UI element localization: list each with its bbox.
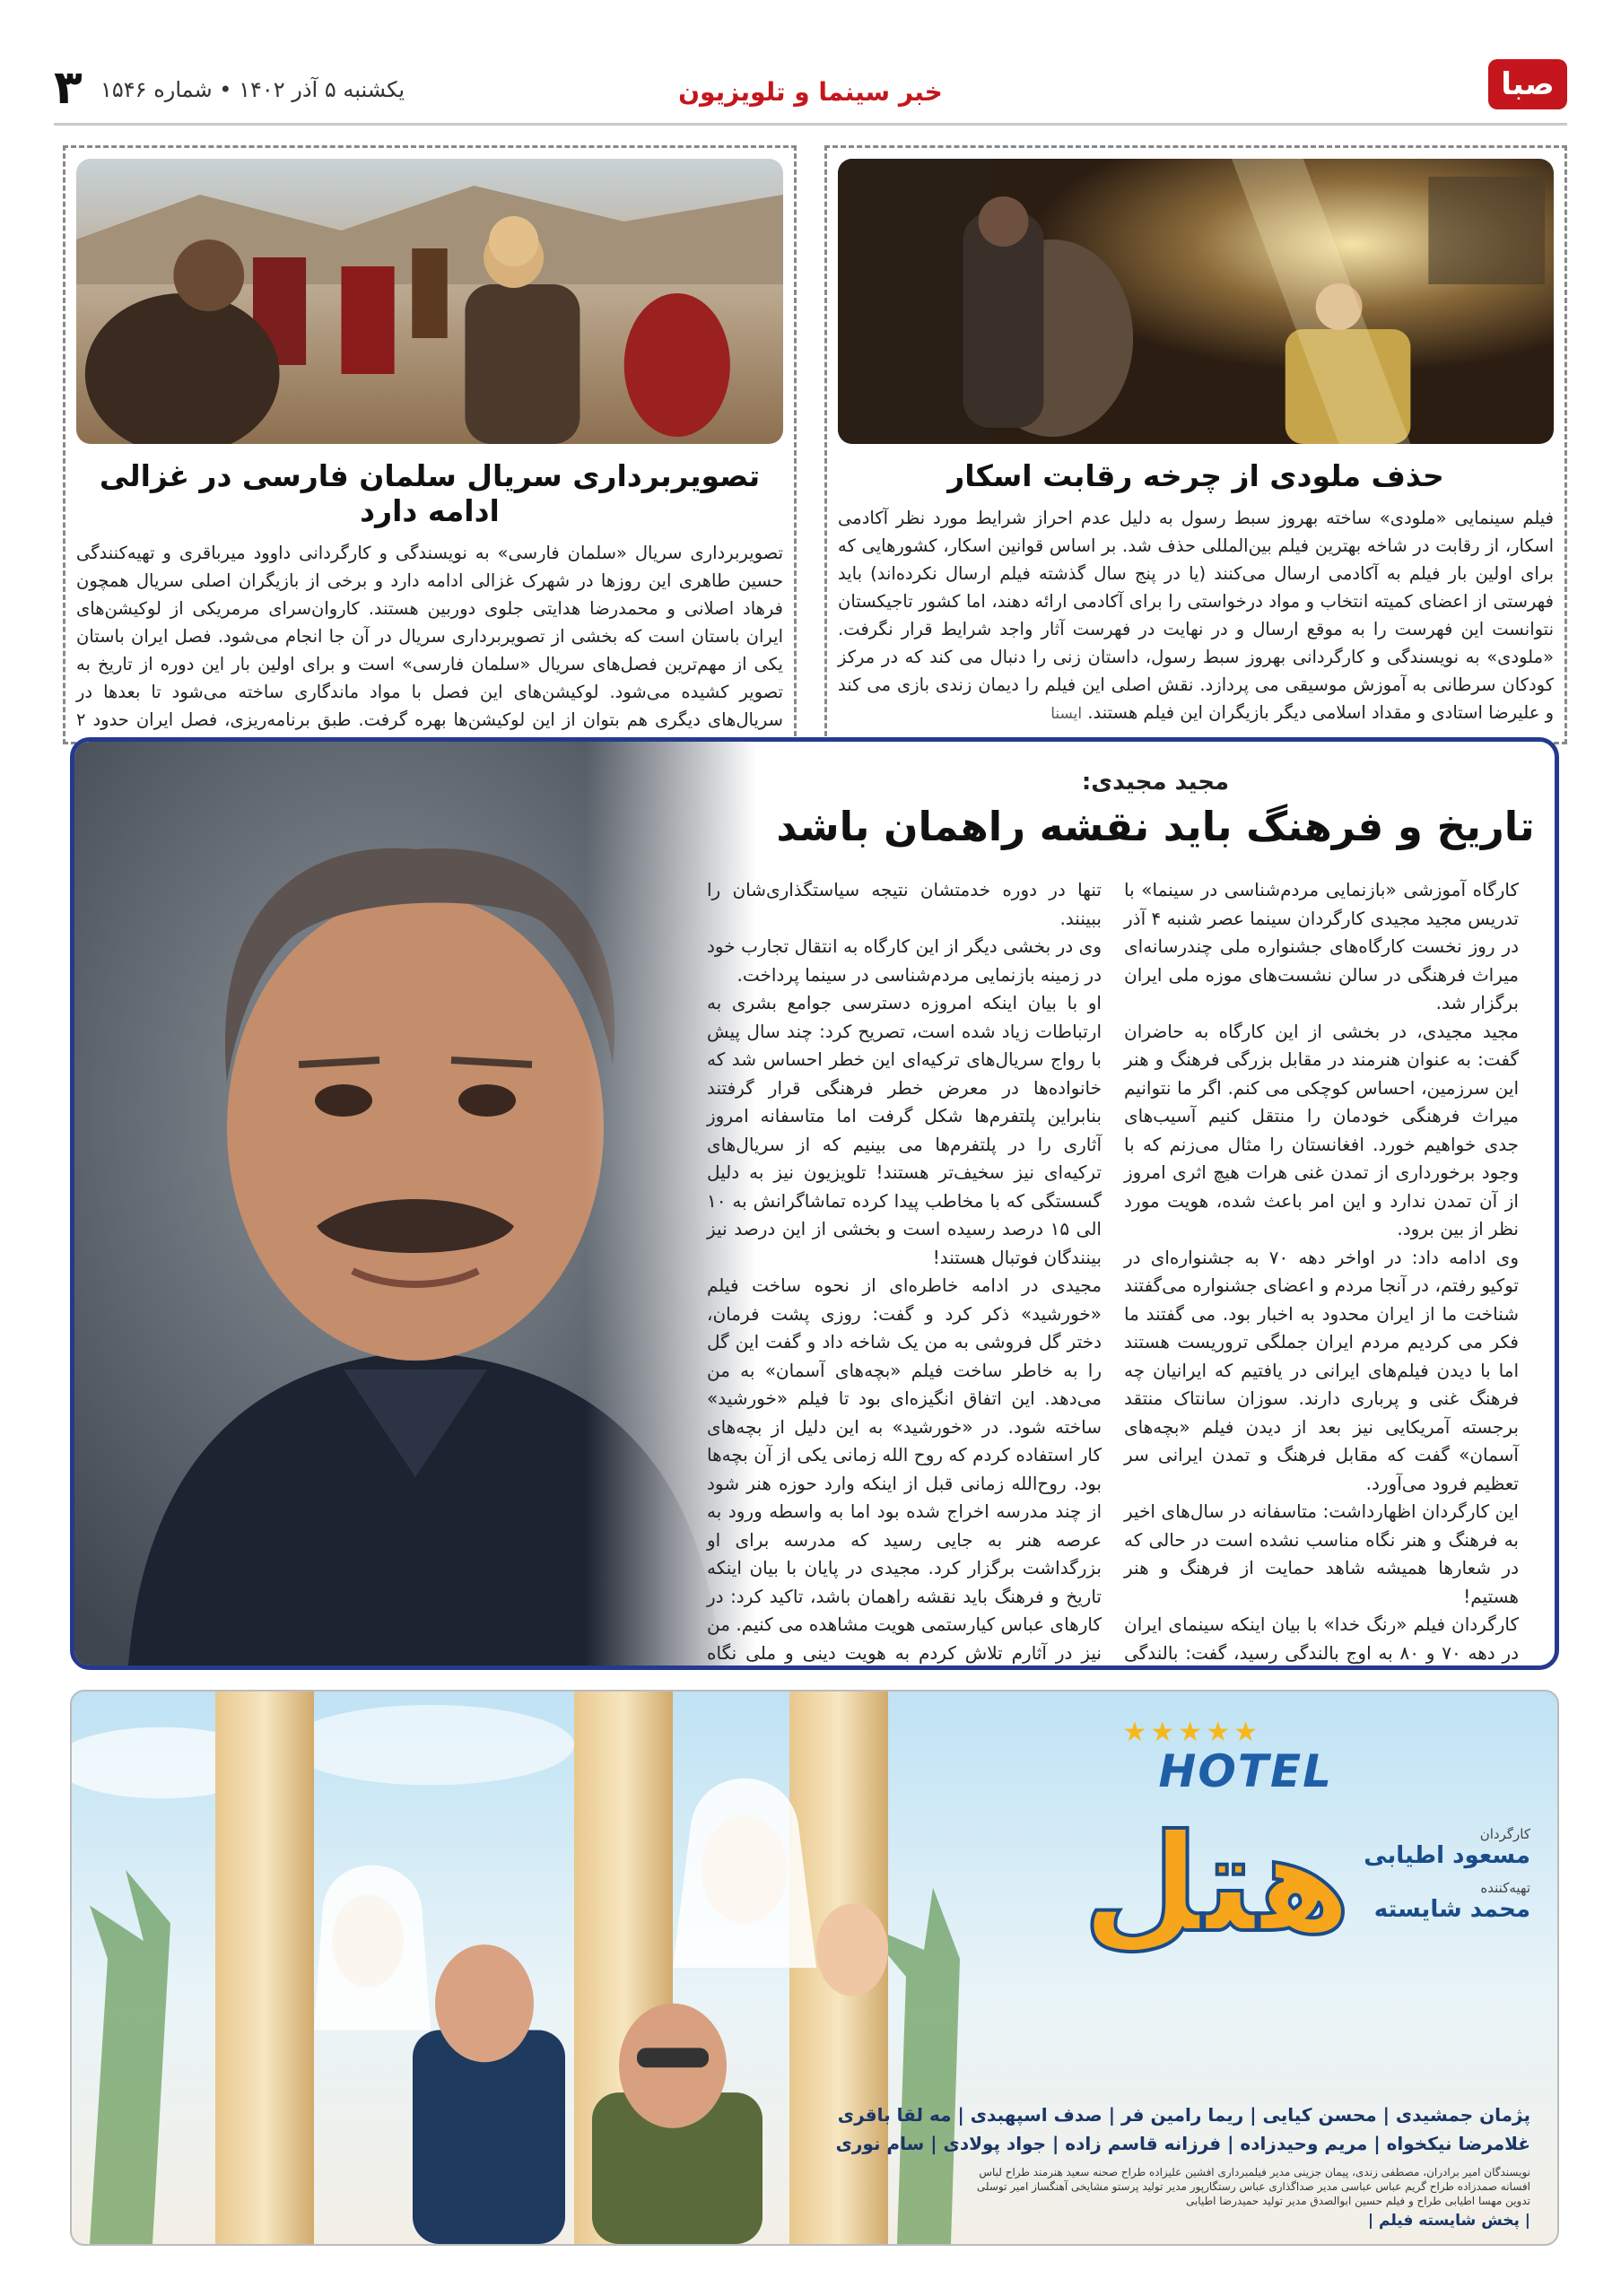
news-body: فیلم سینمایی «ملودی» ساخته بهروز سبط رسول به دلیل عدم احراز شرایط مورد نظر آکادمی اسکار، از رقابت در شاخه بهترین فیلم بین‌المللی حذف شد. بر اساس قوانین اسکار، کشورهایی که برای اولین بار فیلم به آکادمی ارسال می‌کنند (یا در پنج سال گذشته فیلم ارسال نکرده‌اند) باید فهرستی از اعضای کمیته انتخاب و مواد درخواستی را برای آکادمی ارائه دهند، اما کشور تاجیکستان نتوانست این فهرست را به موقع ارسال و در نهایت در فهرست آثار واجد شرایط قرار نگرفت. «ملودی» به نویسندگی و کارگردانی بهروز سبط رسول، داستان زنی را دنبال می کند که در مرکز کودکان سرطانی به آموزش موسیقی می پردازد. نقش اصلی این فیلم را دیمان زندی بازی می کند و علیرضا استادی و مقداد اسلامی دیگر بازیگران این فیلم هستند. ایسنا [838,508,1554,723]
crew-credits: نویسندگان امیر برادران، مصطفی زندی، پیمان جزینی مدیر فیلمبرداری افشین علیزاده طراح صحنه سعید هنرمند طراح لباس افسانه صمدزاده طراح گریم عباس عباسی مدیر صداگذاری عباس رستگارپور مدیر تولید پرستو مشایخی آهنگساز امیر توسلی تدوین مهسا اطیابی طراح و فیلم حسین ابوالصدق مدیر تولید حمیدرضا اطیابی [976,2166,1530,2207]
salman-photo [76,159,783,444]
producer-credit [1374,1880,1530,1923]
news-headline: حذف ملودی از چرخه رقابت اسکار [947,458,1444,493]
director-credit [1364,1826,1530,1869]
credit-name: محمد شایسته [1373,1896,1530,1923]
news-article-melody [824,145,1567,744]
cast-line-1: پژمان جمشیدی | محسن کیایی | ریما رامین فر | صدف اسپهبدی | مه لقا باقری [837,2104,1530,2126]
distributor: | پخش شایسته فیلم | [1367,2212,1530,2230]
rating-stars: ★★★★★ [1122,1717,1261,1748]
paragraph: کارگاه آموزشی «بازنمایی مردم‌شناسی در سینما» با تدریس مجید مجیدی کارگردان سینما عصر شنبه ۴ آذر در روز نخست کارگاه‌های جشنواره ملی چندرسانه‌ای میراث فرهنگی در سالن نشست‌های موزه ملی ایران برگزار شد. [1124,879,1519,1013]
hotel-movie-advertisement[interactable] [70,1690,1559,2246]
melody-photo [838,159,1554,444]
credit-role: تهیه‌کننده [1480,1880,1530,1896]
page-number: ۳ [54,61,83,115]
ad-title: هتل [1082,1806,1351,1962]
feature-overline: مجید مجیدی: [1081,769,1230,796]
page-header [54,54,1567,126]
feature-article-majidi [70,737,1559,1670]
section-title: خبر سینما و تلویزیون [678,77,943,107]
news-headline: تصویربرداری سریال سلمان فارسی در غزالی ادامه دارد [99,458,761,528]
paragraph: وی در بخشی دیگر از این کارگاه به انتقال تجارب خود در زمینه بازنمایی مردم‌شناسی در سینما پرداخت. [707,935,1102,986]
cast-line-2: غلامرضا نیکخواه | مریم وحیدزاده | فرزانه قاسم زاده | جواد پولادی | سام نوری [835,2133,1530,2154]
ad-latin-title: HOTEL [1158,1745,1333,1797]
news-article-salman [63,145,797,744]
credit-role: کارگردان [1479,1826,1530,1842]
majidi-portrait [74,742,756,1665]
hotel-poster-art [72,1692,969,2244]
paragraph: مجید مجیدی، در بخشی از این کارگاه به حاضران گفت: به عنوان هنرمند در مقابل بزرگی فرهنگ و هنر این سرزمین، احساس کوچکی می کنم. اگر ما نتوانیم میراث فرهنگی خودمان را منتقل کنیم آسیب‌های جدی خواهیم خورد. افغانستان را مثال می‌زنم که با وجود برخورداری از تمدن غنی هرات هیچ اثری امروز از آن تمدن ندارد و این امر باعث شده، هویت مورد نظر از بین برود. [1124,1020,1519,1239]
paragraph: او با بیان اینکه امروزه دسترسی جوامع بشری به ارتباطات زیاد شده است، تصریح کرد: چند سال پیش با رواج سریال‌های ترکیه‌ای این خطر احساس شد که خانواده‌ها در معرض خطر فرهنگی قرار گرفتند بنابراین پلتفرم‌ها شکل گرفت اما متاسفانه امروز آثاری را در پلتفرم‌ها می بینیم که از سریال‌های ترکیه‌ای نیز سخیف‌تر هستند! تلویزیون نیز به دلیل گسستگی که با مخاطب پیدا کرده تماشاگرانش به ۱۰ الی ۱۵ درصد رسیده است و بخشی از این درصد نیز بینندگان فوتبال هستند! [707,992,1102,1268]
feature-headline: تاریخ و فرهنگ باید نقشه راهمان باشد [776,803,1535,850]
newspaper-logo[interactable]: صبا [1488,59,1567,109]
credit-name: مسعود اطیابی [1364,1842,1530,1869]
date-issue: یکشنبه ۵ آذر ۱۴۰۲ • شماره ۱۵۴۶ [100,77,405,102]
paragraph: تنها در دوره خدمتشان نتیجه سیاستگذاری‌شان را ببینند. [707,879,1102,929]
paragraph: مجیدی در ادامه خاطره‌ای از نحوه ساخت فیلم «خورشید» ذکر کرد و گفت: روزی پشت فرمان، دختر گل فروشی به من یک شاخه داد و گفت این گل را به خاطر ساخت فیلم «بچه‌های آسمان» به من می‌دهد. این اتفاق انگیزه‌ای بود تا فیلم «خورشید» ساخته شود. در «خورشید» به این دلیل از بچه‌های کار استفاده کردم که روح الله زمانی یکی از آن بچه‌ها بود. روح‌الله زمانی قبل از اینکه وارد حوزه هنر شود از چند مدرسه اخراج شده بود اما به واسطه ورود به عرصه هنر به جایی رسید که مدرسه برای او بزرگداشت برگزار کرد. مجیدی در پایان با بیان اینکه تاریخ و فرهنگ باید نقشه راهمان باشد، تاکید کرد: در کارهای عباس کیارستمی هویت مشاهده می کنیم. من نیز در آثارم تلاش کردم به هویت دینی و ملی نگاه [707,1274,1102,1664]
feature-column-1 [1124,876,1519,1670]
paragraph: کارگردان فیلم «رنگ خدا» با بیان اینکه سینمای ایران در دهه ۷۰ و ۸۰ به اوج بالندگی رسید، گفت: بالندگی [1124,1613,1520,1664]
news-body: تصویربرداری سریال «سلمان فارسی» به نویسندگی و کارگردانی داوود میرباقری و تهیه‌کنندگی حسین طاهری این روزها در شهرک غزالی ادامه دارد و برخی از بازیگران اصلی سریال همچون فرهاد اصلانی و محمدرضا هدایتی جلوی دوربین هستند. کاروان‌سرای مرمریکی از لوکیشن‌های ایران باستان است که بخشی از تصویربرداری سریال در آن جا انجام می‌شود. فصل ایران باستان یکی از مهم‌ترین فصل‌های سریال «سلمان فارسی» است و برای اولین بار این دوره از تاریخ به تصویر کشیده می‌شود. لوکیشن‌های این فصل با مواد ماندگاری ساخته می‌شود تا بعدها در سریال‌های دیگری هم بتوان از این لوکیشن‌ها بهره گرفت. طبق برنامه‌ریزی، فصل ایران حدود ۲ [76,539,783,763]
news-source: ایسنا [1050,705,1083,723]
paragraph: وی ادامه داد: در اواخر دهه ۷۰ به جشنواره‌ای در توکیو رفتم، در آنجا مردم و اعضای جشنواره می‌گفتند شناخت ما از ایران محدود به اخبار بود. می گفتند ما فکر می کردیم مردم ایران جملگی تروریست هستند اما با دیدن فیلم‌های ایرانی در یافتیم که ایرانیان چه فرهنگ غنی و پرباری دارند. سوزان سانتاک منتقد برجسته آمریکایی نیز بعد از دیدن فیلم «بچه‌های آسمان» گفت که مقابل فرهنگ و تمدن ایرانی سر تعظیم فرود می‌آورد. [1124,1246,1519,1494]
feature-column-2 [707,876,1102,1670]
paragraph: این کارگردان اظهارداشت: متاسفانه در سال‌های اخیر به فرهنگ و هنر نگاه مناسب نشده است در حالی که در شعارها همیشه شاهد حمایت از فرهنگ و هنر هستیم! [1124,1500,1519,1607]
